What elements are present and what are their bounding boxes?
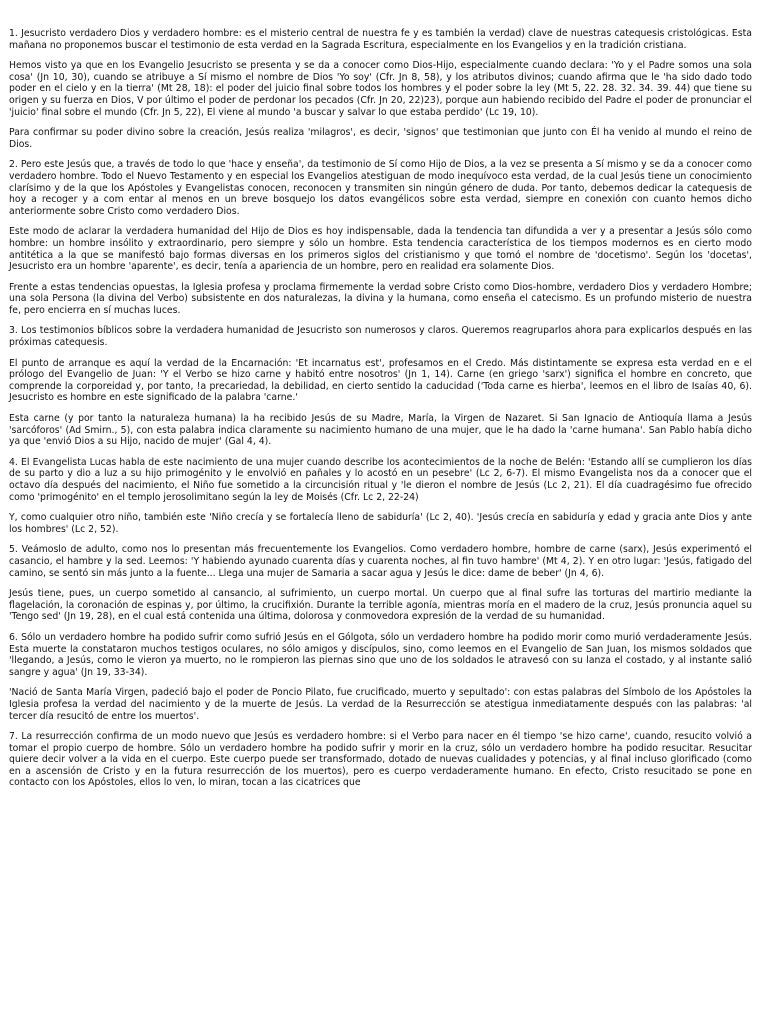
paragraph-1: 1. Jesucristo verdadero Dios y verdadero hombre: es el misterio central de nuestra fe y es también la verdad) clave de nuestras catequesis cristológicas. Esta mañana no proponemos buscar el testimonio de esta verdad en la Sagrada Escritura, especialmente en los Evangelios y en la tradición cristiana. (9, 28, 752, 51)
paragraph-5: Este modo de aclarar la verdadera humanidad del Hijo de Dios es hoy indispensable, dada la tendencia tan difundida a ver y a presentar a Jesús sólo como hombre: un hombre insólito y extraordinario, pero siempre y sólo un hombre. Esta tendencia característica de los tiempos modernos es en cierto modo antitética a la que se manifestó bajo formas diversas en los primeros siglos del cristianismo y que tomó el nombre de 'docetismo'. Según los 'docetas', Jesucristo era un hombre 'aparente', es decir, tenía a apariencia de un hombre, pero en realidad era solamente Dios. (9, 226, 752, 273)
paragraph-10: 4. El Evangelista Lucas habla de este nacimiento de una mujer cuando describe los acontecimientos de la noche de Belén: 'Estando allí se cumplieron los días de su parto y dio a luz a su hijo primogénito y le envolvió en pañales y lo acostó en un pesebre' (Lc 2, 6-7). El mismo Evangelista nos da a conocer que el octavo día después del nacimiento, el Niño fue sometido a la circuncisión ritual y 'le dieron el nombre de Jesús (Lc 2, 21). El día cuadragésimo fue ofrecido como 'primogénito' en el templo jerosolimitano según la ley de Moisés (Cfr. Lc 2, 22-24) (9, 456, 752, 503)
paragraph-16: 7. La resurrección confirma de un modo nuevo que Jesús es verdadero hombre: si el Verbo para nacer en él tiempo 'se hizo carne', cuando, resucito volvió a tomar el propio cuerpo de hombre. Sólo un verdadero hombre ha podido sufrir y morir en la cruz, sólo un verdadero hombre ha podido resucitar. Resucitar quiere decir volver a la vida en el cuerpo. Este cuerpo puede ser transformado, dotado de nuevas cualidades y potencias, y al final incluso glorificado (como en a ascensión de Cristo y en la futura resurrección de los muertos), pero es cuerpo verdaderamente humano. En efecto, Cristo resucitado se pone en contacto con los Apóstoles, ellos lo ven, lo miran, tocan a las cicatrices que (9, 731, 752, 789)
paragraph-14: 6. Sólo un verdadero hombre ha podido sufrir como sufrió Jesús en el Gólgota, sólo un verdadero hombre ha podido morir como murió verdaderamente Jesús. Esta muerte la constataron muchos testigos oculares, no sólo amigos y discípulos, sino, como leemos en el Evangelio de San Juan, los mismos soldados que 'llegando, a Jesús, como le vieron ya muerto, no le rompieron las piernas sino que uno de los soldados le atravesó con su lanza el costado, y al instante salió sangre y agua' (Jn 19, 33-34). (9, 631, 752, 678)
paragraph-15: 'Nació de Santa María Virgen, padeció bajo el poder de Poncio Pilato, fue crucificado, muerto y sepultado': con estas palabras del Símbolo de los Apóstoles la Iglesia profesa la verdad del nacimiento y de la muerte de Jesús. La verdad de la Resurrección se atestigua inmediatamente después con las palabras: 'al tercer día resucitó de entre los muertos'. (9, 687, 752, 722)
paragraph-13: Jesús tiene, pues, un cuerpo sometido al cansancio, al sufrimiento, un cuerpo mortal. Un cuerpo que al final sufre las torturas del martirio mediante la flagelación, la coronación de espinas y, por último, la crucifixión. Durante la terrible agonía, mientras moría en el madero de la cruz, Jesús pronuncia aquel su 'Tengo sed' (Jn 19, 28), en el cual está contenida una última, dolorosa y conmovedora expresión de la verdad de su humanidad. (9, 588, 752, 623)
paragraph-8: El punto de arranque es aquí la verdad de la Encarnación: 'Et incarnatus est', profesamos en el Credo. Más distintamente se expresa esta verdad en e el prólogo del Evangelio de Juan: 'Y el Verbo se hizo carne y habitó entre nosotros' (Jn 1, 14). Carne (en griego 'sarx') significa el hombre en concreto, que comprende la corporeidad y, por tanto, !a precariedad, la debilidad, en cierto sentido la caducidad ('Toda carne es hierba', leemos en el libro de Isaías 40, 6). Jesucristo es hombre en este significado de la palabra 'carne.' (9, 357, 752, 404)
paragraph-3: Para confirmar su poder divino sobre la creación, Jesús realiza 'milagros', es decir, 'signos' que testimonian que junto con Él ha venido al mundo el reino de Dios. (9, 127, 752, 150)
paragraph-6: Frente a estas tendencias opuestas, la Iglesia profesa y proclama firmemente la verdad sobre Cristo como Dios-hombre, verdadero Dios y verdadero Hombre; una sola Persona (la divina del Verbo) subsistente en dos naturalezas, la divina y la humana, como enseña el catecismo. Es un profundo misterio de nuestra fe, pero encierra en sí muchas luces. (9, 281, 752, 316)
paragraph-11: Y, como cualquier otro niño, también este 'Niño crecía y se fortalecía lleno de sabiduría' (Lc 2, 40). 'Jesús crecía en sabiduría y edad y gracia ante Dios y ante los hombres' (Lc 2, 52). (9, 512, 752, 535)
paragraph-7: 3. Los testimonios bíblicos sobre la verdadera humanidad de Jesucristo son numerosos y claros. Queremos reagruparlos ahora para explicarlos después en las próximas catequesis. (9, 325, 752, 349)
paragraph-4: 2. Pero este Jesús que, a través de todo lo que 'hace y enseña', da testimonio de Sí como Hijo de Dios, a la vez se presenta a Sí mismo y se da a conocer como verdadero hombre. Todo el Nuevo Testamento y en especial los Evangelios atestiguan de modo inequívoco esta verdad, de la cual Jesús tiene un conocimiento clarísimo y de la que los Apóstoles y Evangelistas conocen, reconocen y transmiten sin ningún género de duda. Por tanto, debemos dedicar la catequesis de hoy a recoger y a com entar al menos en un breve bosquejo los datos evangélicos sobre esta verdad, siempre en conexión con cuanto hemos dicho anteriormente sobre Cristo como verdadero Dios. (9, 159, 752, 217)
paragraph-2: Hemos visto ya que en los Evangelio Jesucristo se presenta y se da a conocer como Dios-Hijo, especialmente cuando declara: 'Yo y el Padre somos una sola cosa' (Jn 10, 30), cuando se atribuye a Sí mismo el nombre de Dios 'Yo soy' (Cfr. Jn 8, 58), y los atributos divinos; cuando afirma que le 'ha sido dado todo poder en el cielo y en la tierra' (Mt 28, 18): el poder del juicio final sobre todos los hombres y el poder sobre la ley (Mt 5, 22. 28. 32. 34. 39. 44) que tiene su origen y su fuerza en Dios, V por último el poder de perdonar los pecados (Cfr. Jn 20, 22)23), porque aun habiendo recibido del Padre el poder de pronunciar el 'juicio' final sobre el mundo (Cfr. Jn 5, 22), El viene al mundo 'a buscar y salvar lo que estaba perdido' (Lc 19, 10). (9, 60, 752, 118)
paragraph-12: 5. Veámoslo de adulto, como nos lo presentan más frecuentemente los Evangelios. Como verdadero hombre, hombre de carne (sarx), Jesús experimentó el casancio, el hambre y la sed. Leemos: 'Y habiendo ayunado cuarenta días y cuarenta noches, al fin tuvo hambre' (Mt 4, 2). Y en otro lugar: 'Jesús, fatigado del camino, se sentó sin más junto a la fuente... Llega una mujer de Samaria a sacar agua y Jesús le dice: dame de beber' (Jn 4, 6). (9, 544, 752, 579)
document-page (9, 28, 752, 798)
paragraph-9: Esta carne (y por tanto la naturaleza humana) la ha recibido Jesús de su Madre, María, la Virgen de Nazaret. Si San Ignacio de Antioquía llama a Jesús 'sarcóforos' (Ad Smirn., 5), con esta palabra indica claramente su nacimiento humano de una mujer, que le ha dado la 'carne humana'. San Pablo había dicho ya que 'envió Dios a su Hijo, nacido de mujer' (Gal 4, 4). (9, 413, 752, 448)
